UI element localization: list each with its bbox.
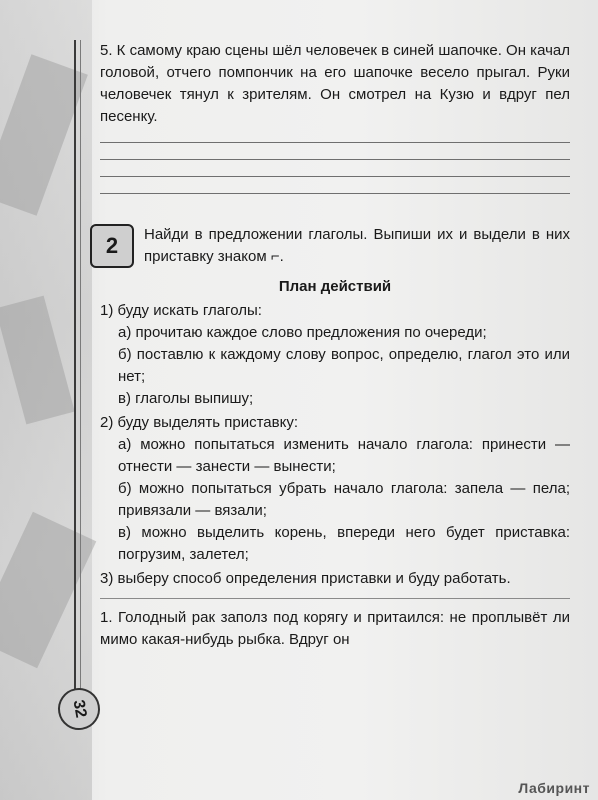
watermark-logo: Лабиринт <box>518 780 590 796</box>
page-number: 32 <box>55 685 104 734</box>
page-content <box>100 40 570 651</box>
writing-line <box>100 176 570 177</box>
frame-line <box>80 40 81 720</box>
task-instruction: Найди в предложении глаголы. Выпиши их и выдели в них приставку знаком ⌐. <box>144 226 570 265</box>
task-header <box>100 224 570 268</box>
plan-step-2b: б) можно попытаться убрать начало глагола: запела — пела; привязали — вязали; <box>118 480 570 519</box>
plan-step-1c: в) глаголы выпишу; <box>118 390 254 407</box>
plan-step-1b: б) поставлю к каждому слову вопрос, определю, глагол это или нет; <box>118 346 570 385</box>
writing-line <box>100 193 570 194</box>
plan-step-1a: а) прочитаю каждое слово предложения по очереди; <box>118 324 487 341</box>
exercise-1-text: 1. Голодный рак заполз под корягу и притаился: не проплывёт ли мимо какая-нибудь рыбка. Вдруг он <box>100 609 570 648</box>
plan-step-2: 2) буду выделять приставку: <box>100 414 299 431</box>
exercise-5-text: 5. К самому краю сцены шёл человечек в синей шапочке. Он качал головой, отчего помпончик на его шапочке весело прыгал. Руки человечек тянул к зрителям. Он смотрел на Кузю и вдруг пел песенку. <box>100 42 570 125</box>
plan-step-2c: в) можно выделить корень, впереди него будет приставка: погрузим, залетел; <box>118 524 570 563</box>
writing-line <box>100 159 570 160</box>
plan-title: План действий <box>278 278 392 295</box>
section-divider <box>100 598 570 599</box>
task-number-badge: 2 <box>90 224 134 268</box>
plan-step-1: 1) буду искать глаголы: <box>100 302 262 319</box>
plan-step-3: 3) выберу способ определения приставки и буду работать. <box>100 570 511 587</box>
plan-step-2a: а) можно попытаться изменить начало глагола: принести — отнести — занести — вынести; <box>118 436 570 475</box>
writing-line <box>100 142 570 143</box>
frame-line <box>74 40 76 720</box>
